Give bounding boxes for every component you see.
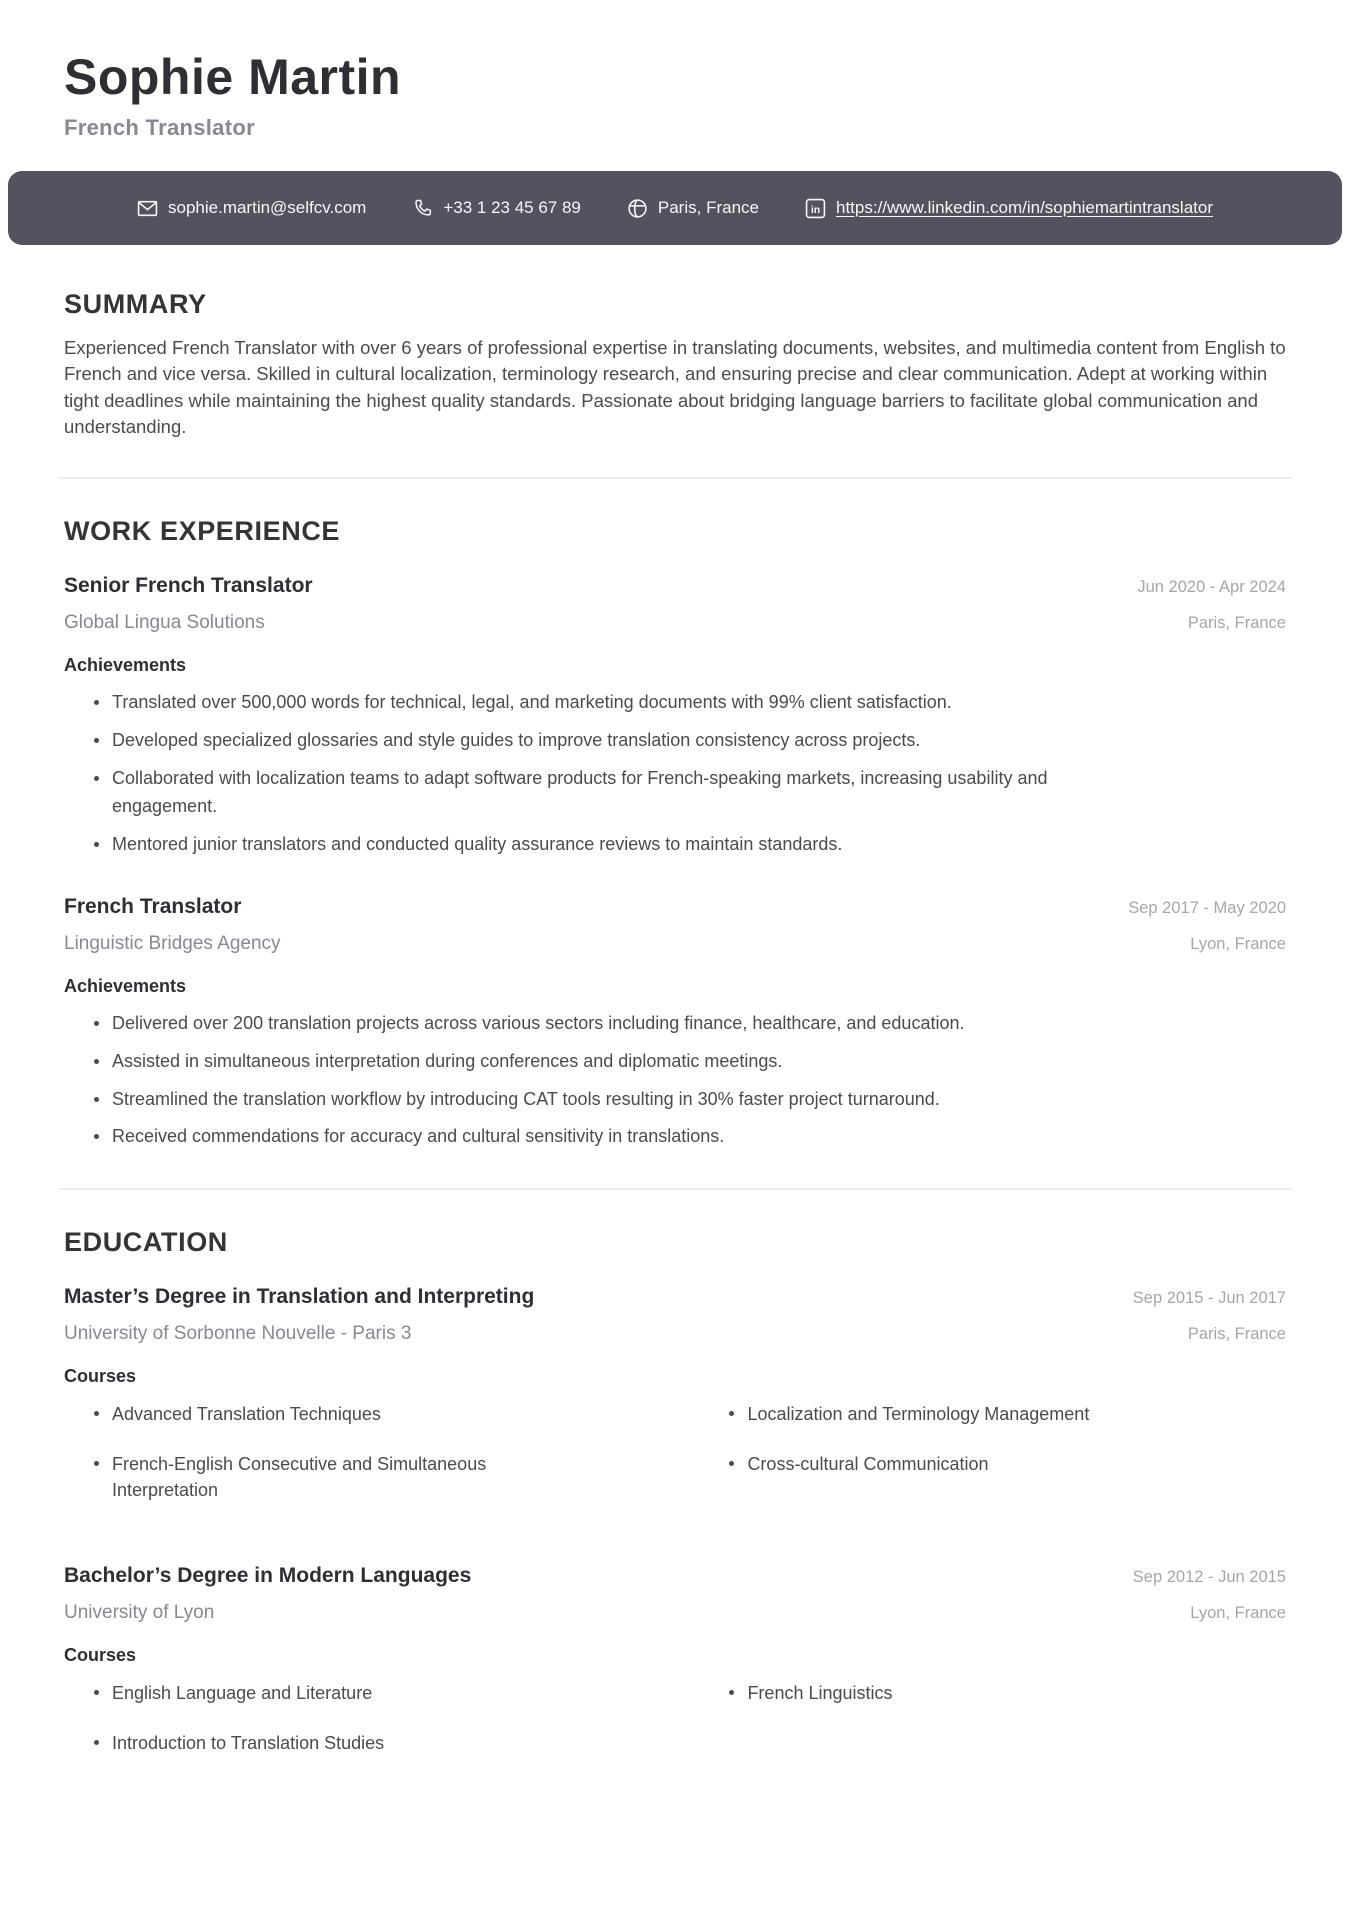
courses-column-left bbox=[64, 1401, 699, 1527]
summary-section bbox=[64, 289, 1286, 440]
course-item: English Language and Literature bbox=[94, 1680, 582, 1706]
contact-location bbox=[627, 198, 759, 219]
degree-title: Master’s Degree in Translation and Interpreting bbox=[64, 1285, 535, 1309]
summary-heading: SUMMARY bbox=[64, 289, 207, 319]
achievements-label: Achievements bbox=[64, 976, 187, 997]
job-title: French Translator bbox=[64, 895, 242, 919]
degree-dates: Sep 2015 - Jun 2017 bbox=[1132, 1289, 1286, 1308]
header bbox=[0, 50, 1350, 141]
work-experience-heading: WORK EXPERIENCE bbox=[64, 516, 341, 547]
job-title-row bbox=[64, 574, 1286, 598]
degree-location: Lyon, France bbox=[1190, 1603, 1286, 1622]
degree-school: University of Lyon bbox=[64, 1601, 215, 1623]
job-company: Global Lingua Solutions bbox=[64, 612, 265, 634]
section-divider bbox=[58, 1188, 1292, 1190]
contact-bar bbox=[8, 171, 1342, 245]
courses-column-right bbox=[699, 1680, 1286, 1780]
achievements-list bbox=[64, 1009, 1154, 1151]
degree-school-row bbox=[64, 1316, 1286, 1345]
degree-title-row bbox=[64, 1285, 1286, 1309]
courses-list bbox=[64, 1401, 699, 1503]
achievement-item: Developed specialized glossaries and style guides to improve translation consistency across projects. bbox=[94, 726, 1154, 755]
course-item: French Linguistics bbox=[729, 1680, 1217, 1706]
achievements-list bbox=[64, 688, 1154, 859]
education-section bbox=[64, 1227, 1286, 1779]
envelope-icon bbox=[137, 198, 158, 219]
achievements-label: Achievements bbox=[64, 655, 187, 676]
job-entry bbox=[64, 895, 1286, 1151]
contact-email bbox=[137, 198, 366, 219]
degree-title: Bachelor’s Degree in Modern Languages bbox=[64, 1563, 472, 1587]
contact-linkedin-link[interactable] bbox=[805, 198, 1213, 219]
person-name: Sophie Martin bbox=[64, 49, 402, 105]
achievement-item: Received commendations for accuracy and cultural sensitivity in translations. bbox=[94, 1122, 1154, 1151]
degree-dates: Sep 2012 - Jun 2015 bbox=[1132, 1567, 1286, 1586]
phone-icon bbox=[412, 198, 433, 219]
job-company: Linguistic Bridges Agency bbox=[64, 933, 281, 955]
job-title: Senior French Translator bbox=[64, 574, 313, 598]
work-experience-section bbox=[64, 516, 1286, 1151]
course-item: Introduction to Translation Studies bbox=[94, 1730, 582, 1756]
achievement-item: Mentored junior translators and conducted quality assurance reviews to maintain standards. bbox=[94, 830, 1154, 859]
summary-text: Experienced French Translator with over 6 years of professional expertise in translating documents, websites, and multimedia content from English to French and vice versa. Skilled in cultural localization, terminology research, and ensuring precise and clear communication. Adept at working within tight deadlines while maintaining the highest quality standards. Passionate about bridging language barriers to facilitate global communication and understanding. bbox=[64, 337, 1286, 437]
degree-title-row bbox=[64, 1564, 1286, 1588]
svg-text:in: in bbox=[810, 203, 821, 216]
courses-list bbox=[64, 1680, 699, 1756]
job-dates: Jun 2020 - Apr 2024 bbox=[1137, 578, 1286, 597]
job-entry bbox=[64, 574, 1286, 859]
degree-entry bbox=[64, 1564, 1286, 1780]
person-job-title: French Translator bbox=[64, 115, 255, 140]
achievement-item: Assisted in simultaneous interpretation during conferences and diplomatic meetings. bbox=[94, 1047, 1154, 1076]
courses-column-right bbox=[699, 1401, 1286, 1527]
courses-label: Courses bbox=[64, 1644, 137, 1665]
achievement-item: Streamlined the translation workflow by introducing CAT tools resulting in 30% faster project turnaround. bbox=[94, 1085, 1154, 1114]
achievement-item: Delivered over 200 translation projects across various sectors including finance, healthcare, and education. bbox=[94, 1009, 1154, 1038]
course-item: Advanced Translation Techniques bbox=[94, 1401, 582, 1427]
course-item: French-English Consecutive and Simultaneous Interpretation bbox=[94, 1451, 582, 1503]
job-company-row bbox=[64, 926, 1286, 955]
achievement-item: Translated over 500,000 words for technical, legal, and marketing documents with 99% client satisfaction. bbox=[94, 688, 1154, 717]
globe-icon bbox=[627, 198, 648, 219]
courses-label: Courses bbox=[64, 1366, 137, 1387]
resume-content bbox=[0, 289, 1350, 1780]
contact-phone bbox=[412, 198, 581, 219]
education-heading: EDUCATION bbox=[64, 1227, 228, 1258]
courses-list bbox=[699, 1401, 1286, 1477]
course-item: Localization and Terminology Management bbox=[729, 1401, 1217, 1427]
contact-phone-text: +33 1 23 45 67 89 bbox=[443, 198, 581, 217]
courses-grid bbox=[64, 1401, 1286, 1527]
section-divider bbox=[58, 477, 1292, 479]
job-dates: Sep 2017 - May 2020 bbox=[1128, 899, 1286, 918]
degree-location: Paris, France bbox=[1187, 1325, 1286, 1344]
job-location: Lyon, France bbox=[1190, 935, 1286, 954]
job-company-row bbox=[64, 605, 1286, 634]
contact-linkedin-text: https://www.linkedin.com/in/sophiemartintranslator bbox=[835, 198, 1213, 217]
courses-list bbox=[699, 1680, 1286, 1706]
courses-grid bbox=[64, 1680, 1286, 1780]
courses-column-left bbox=[64, 1680, 699, 1780]
degree-school-row bbox=[64, 1595, 1286, 1624]
achievement-item: Collaborated with localization teams to adapt software products for French-speaking markets, increasing usability and engagement. bbox=[94, 764, 1154, 822]
degree-entry bbox=[64, 1285, 1286, 1527]
job-title-row bbox=[64, 895, 1286, 919]
course-item: Cross-cultural Communication bbox=[729, 1451, 1217, 1477]
linkedin-icon bbox=[805, 198, 826, 219]
contact-email-text: sophie.martin@selfcv.com bbox=[168, 198, 367, 217]
degree-school: University of Sorbonne Nouvelle - Paris 3 bbox=[64, 1323, 412, 1345]
job-location: Paris, France bbox=[1187, 614, 1286, 633]
contact-location-text: Paris, France bbox=[657, 198, 759, 217]
